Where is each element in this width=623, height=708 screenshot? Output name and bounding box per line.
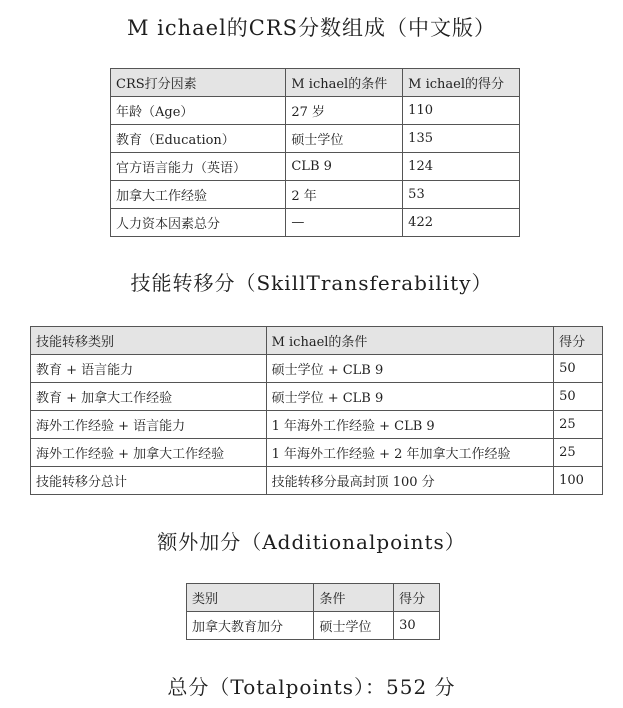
table-row	[111, 153, 520, 181]
column-header: M ichael的条件	[266, 327, 554, 355]
table-cell: 27 岁	[286, 97, 403, 125]
table-cell: 硕士学位	[286, 125, 403, 153]
table-cell: 100	[554, 467, 603, 495]
table-cell: 加拿大教育加分	[187, 612, 314, 640]
skill-transfer-table	[30, 326, 603, 495]
table-cell: 50	[554, 383, 603, 411]
skill-transfer-heading: 技能转移分（SkillTransferability）	[130, 271, 493, 295]
page-title: M ichael的CRS分数组成（中文版）	[126, 16, 497, 40]
table-cell: 教育 + 加拿大工作经验	[31, 383, 267, 411]
table-cell: 教育（Education）	[111, 125, 286, 153]
column-header: 类别	[187, 584, 314, 612]
table-cell: 海外工作经验 + 语言能力	[31, 411, 267, 439]
table-cell: 技能转移分总计	[31, 467, 267, 495]
crs-factor-table	[110, 68, 520, 237]
table-cell: 海外工作经验 + 加拿大工作经验	[31, 439, 267, 467]
table-cell: 30	[394, 612, 440, 640]
column-header: M ichael的得分	[403, 69, 520, 97]
table-cell: 110	[403, 97, 520, 125]
table-cell: 官方语言能力（英语）	[111, 153, 286, 181]
table-cell: 1 年海外工作经验 + 2 年加拿大工作经验	[266, 439, 554, 467]
column-header: 得分	[394, 584, 440, 612]
table-cell: 硕士学位	[314, 612, 394, 640]
table-row	[111, 125, 520, 153]
table-row	[31, 355, 603, 383]
table-cell: CLB 9	[286, 153, 403, 181]
table-header-row	[111, 69, 520, 97]
column-header: M ichael的条件	[286, 69, 403, 97]
table-cell: 124	[403, 153, 520, 181]
column-header: 条件	[314, 584, 394, 612]
table-cell: 硕士学位 + CLB 9	[266, 383, 554, 411]
table-cell: 50	[554, 355, 603, 383]
table-row	[31, 467, 603, 495]
total-points-line: 总分（Totalpoints）：552 分	[167, 675, 456, 699]
table-cell: 人力资本因素总分	[111, 209, 286, 237]
table-row	[111, 209, 520, 237]
column-header: 技能转移类别	[31, 327, 267, 355]
table-cell: 2 年	[286, 181, 403, 209]
table-row	[111, 97, 520, 125]
table-row	[31, 411, 603, 439]
table-row	[31, 383, 603, 411]
table-row	[187, 612, 440, 640]
column-header: CRS打分因素	[111, 69, 286, 97]
column-header: 得分	[554, 327, 603, 355]
table-cell: 教育 + 语言能力	[31, 355, 267, 383]
table-header-row	[187, 584, 440, 612]
table-cell: 53	[403, 181, 520, 209]
table-cell: 1 年海外工作经验 + CLB 9	[266, 411, 554, 439]
table-cell: 25	[554, 439, 603, 467]
table-cell: 135	[403, 125, 520, 153]
table-row	[111, 181, 520, 209]
table-cell: 年龄（Age）	[111, 97, 286, 125]
table-cell: 硕士学位 + CLB 9	[266, 355, 554, 383]
table-cell: 技能转移分最高封顶 100 分	[266, 467, 554, 495]
table-row	[31, 439, 603, 467]
table-cell: 422	[403, 209, 520, 237]
table-cell: 25	[554, 411, 603, 439]
additional-points-table	[186, 583, 440, 640]
table-cell: 加拿大工作经验	[111, 181, 286, 209]
table-cell: —	[286, 209, 403, 237]
additional-points-heading: 额外加分（Additionalpoints）	[157, 530, 466, 554]
table-header-row	[31, 327, 603, 355]
